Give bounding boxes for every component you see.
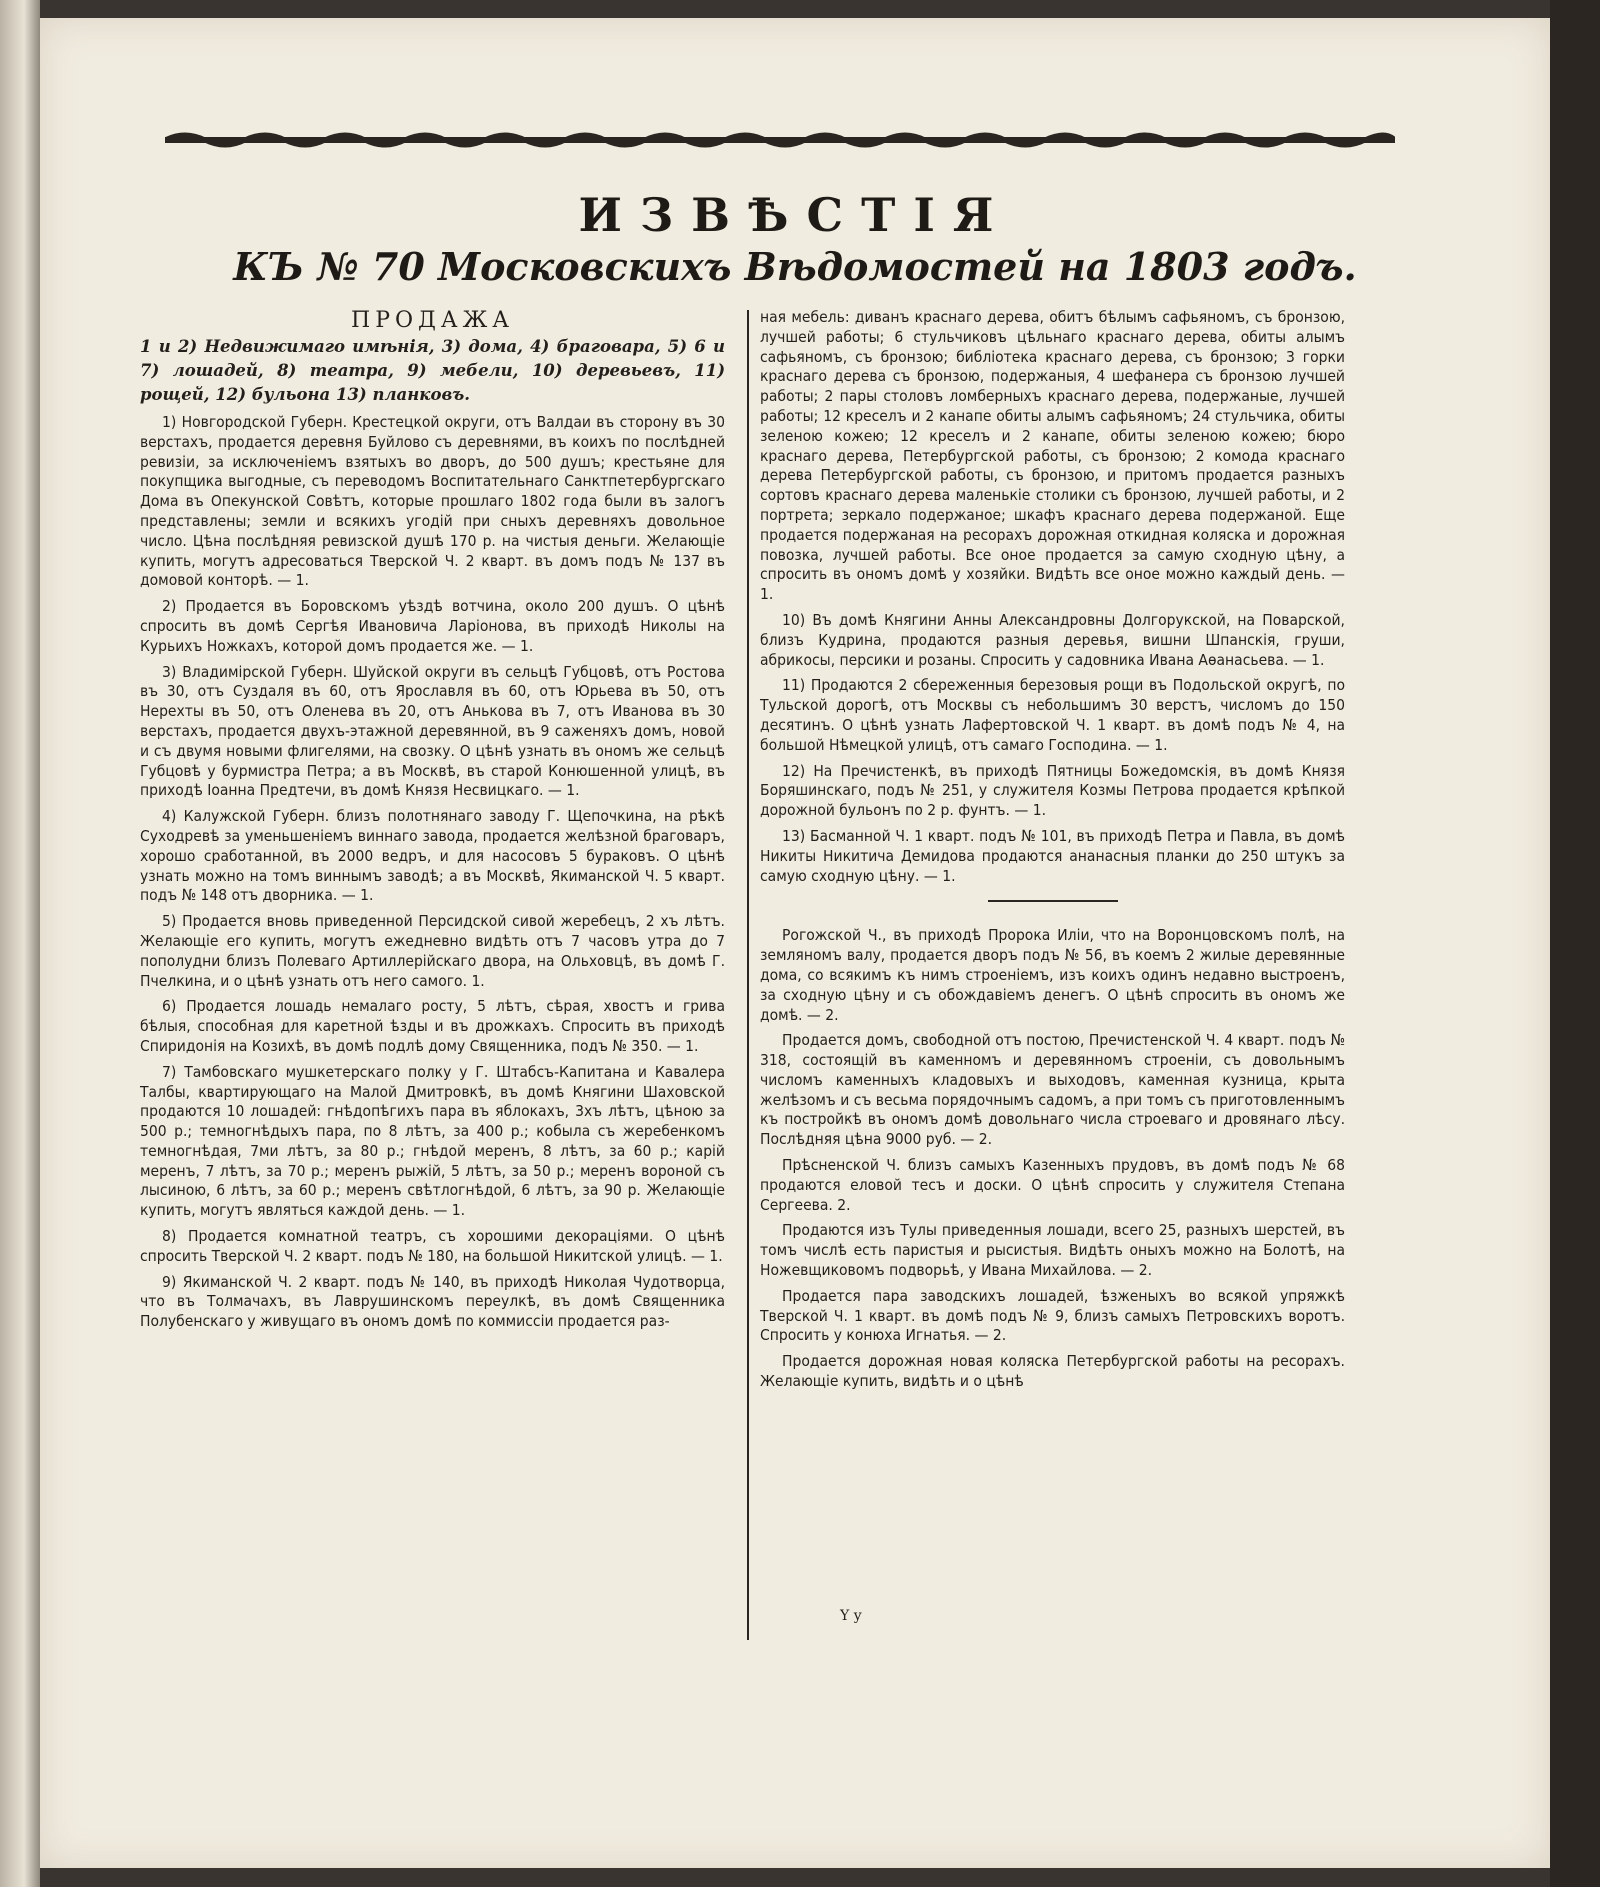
notice-paragraph: 4) Калужской Губерн. близъ полотнянаго заводу Г. Щепочкина, на рѣкѣ Суходревѣ за уменьшеніемъ виннаго завода, продается желѣзной браговаръ, хорошо сработанной, въ 2000 ведръ, и для насосовъ 5 бураковъ. О цѣнѣ узнать можно на томъ виннымъ заводѣ; а въ Москвѣ, Якиманской Ч. 5 кварт. подъ № 148 отъ дворника. — 1. [140,807,725,905]
section-rule [988,900,1118,902]
notice-paragraph: 12) На Пречистенкѣ, въ приходѣ Пятницы Божедомскія, въ домѣ Князя Боряшинскаго, подъ № 251, у служителя Козмы Петрова продается крѣпкой дорожной бульонъ по 2 р. фунтъ. — 1. [760,761,1345,820]
column-divider [747,310,749,1640]
notice-paragraph: 7) Тамбовскаго мушкетерскаго полку у Г. Штабсъ-Капитана и Кавалера Талбы, квартирующаго на Малой Дмитровкѣ, въ домѣ Княгини Шаховской продаются 10 лошадей: гнѣдопѣгихъ пара въ яблокахъ, 3хъ лѣтъ, цѣною за 500 р.; темногнѣдыхъ пара, по 8 лѣтъ, за 400 р.; кобыла съ жеребенкомъ темногнѣдая, 7ми лѣтъ, за 80 р.; гнѣдой меренъ, 8 лѣтъ, за 60 р.; карій меренъ, 7 лѣтъ, за 70 р.; меренъ рыжій, 5 лѣтъ, за 50 р.; меренъ вороной съ лысиною, 6 лѣтъ, за 60 р.; меренъ свѣтлогнѣдой, 6 лѣтъ, за 90 р. Желающіе купить, могутъ являться каждой день. — 1. [140,1062,725,1220]
background-edge [1550,0,1600,1887]
notice-paragraph: 1) Новгородской Губерн. Крестецкой округи, отъ Валдаи въ сторону въ 30 верстахъ, продается деревня Буйлово съ деревнями, въ коихъ по послѣдней ревизіи, за исключеніемъ взятыхъ во дворъ, до 500 душъ; крестьяне для покупщика выгодные, съ переводомъ Воспитательнаго Санктпетербургскаго Дома въ Опекунской Совѣтъ, которые прошлаго 1802 года были въ залогъ представлены; земли и всякихъ угодій при сныхъ деревняхъ довольное число. Цѣна послѣдняя ревизской душѣ 170 р. на чистыя деньги. Желающіе купить, могутъ адресоваться Тверской Ч. 2 кварт. въ домъ подъ № 137 въ домовой конторѣ. — 1. [140,413,725,590]
notice-paragraph: Продается домъ, свободной отъ постою, Пречистенской Ч. 4 кварт. подъ № 318, состоящій въ каменномъ и деревянномъ строеніи, съ довольнымъ числомъ каменныхъ кладовыхъ и выходовъ, каменная кузница, крыта желѣзомъ и съ весьма порядочнымъ садомъ, а при томъ съ приготовленнымъ къ постройкѣ въ ономъ домѣ довольнаго числа строеваго и дровянаго лѣсу. Послѣдняя цѣна 9000 руб. — 2. [760,1031,1345,1149]
page-subtitle: КЪ № 70 Московскихъ Вѣдомостей на 1803 годъ. [233,244,1357,289]
notice-paragraph: Продается дорожная новая коляска Петербургской работы на ресорахъ. Желающіе купить, видѣть и о цѣнѣ [760,1352,1345,1391]
newspaper-sheet [40,18,1550,1868]
notice-paragraph: 6) Продается лошадь немалаго росту, 5 лѣтъ, сѣрая, хвостъ и грива бѣлыя, способная для каретной ѣзды и въ дрожкахъ. Спросить въ приходѣ Спиридонія на Козихѣ, въ домѣ подлѣ дому Священника, подъ № 350. — 1. [140,997,725,1055]
notice-paragraph: 9) Якиманской Ч. 2 кварт. подъ № 140, въ приходѣ Николая Чудотворца, что въ Толмачахъ, въ Лаврушинскомъ переулкѣ, въ домѣ Священника Полубенскаго у живущаго въ ономъ домѣ по коммиссіи продается раз- [140,1272,725,1331]
notice-paragraph: Рогожской Ч., въ приходѣ Пророка Иліи, что на Воронцовскомъ полѣ, на земляномъ валу, продается дворъ подъ № 56, въ коемъ 2 жилые деревянные дома, со всякимъ къ нимъ строеніемъ, изъ коихъ одинъ недавно выстроенъ, за сходную цѣну и съ обождавіемъ денегъ. О цѣнѣ спросить въ ономъ же домѣ. — 2. [760,926,1345,1024]
section-intro: 1 и 2) Недвижимаго имѣнія, 3) дома, 4) браговара, 5) 6 и 7) лошадей, 8) театра, 9) мебели, 10) деревьевъ, 11) рощей, 12) бульона 13) планковъ. [140,337,725,404]
notice-paragraph: 10) Въ домѣ Княгини Анны Александровны Долгорукской, на Поварской, близъ Кудрина, продаются разныя деревья, вишни Шпанскія, груши, абрикосы, персики и розаны. Спросить у садовника Ивана Аѳанасьева. — 1. [760,610,1345,669]
header-ornament [165,128,1395,152]
notice-paragraph: Продаются изъ Тулы приведенныя лошади, всего 25, разныхъ шерстей, въ томъ числѣ есть паристыя и рысистыя. Видѣть оныхъ можно на Болотѣ, на Ножевщиковомъ подворьѣ, у Ивана Михайлова. — 2. [760,1221,1345,1280]
adjacent-page-edge [0,0,40,1887]
right-column [760,308,1345,1398]
notice-paragraph: 5) Продается вновь приведенной Персидской сивой жеребецъ, 2 хъ лѣтъ. Желающіе его купить, могутъ ежедневно видѣть отъ 7 часовъ утра до 7 пополудни близъ Полеваго Артиллерійскаго двора, на Ольховцѣ, въ домѣ Г. Пчелкина, и о цѣнѣ узнать отъ него самого. 1. [140,912,725,990]
notice-paragraph: Прѣсненской Ч. близъ самыхъ Казенныхъ прудовъ, въ домѣ подъ № 68 продаются еловой тесъ и доски. О цѣнѣ спросить у служителя Степана Сергеева. 2. [760,1156,1345,1214]
left-column [140,308,725,1338]
notice-paragraph: ная мебель: диванъ краснаго дерева, обитъ бѣлымъ сафьяномъ, съ бронзою, лучшей работы; 6 стульчиковъ цѣльнаго краснаго дерева, обиты алымъ сафьяномъ, съ бронзою; библіотека краснаго дерева, съ бронзою; 3 горки краснаго дерева съ бронзою, подержаныя, 4 шефанера съ бронзою лучшей работы; 2 пары столовъ ломберныхъ краснаго дерева, подержаные, лучшей работы; 12 креселъ и 2 канапе обиты алымъ сафьяномъ; 24 стульчика, обиты зеленою кожею; 12 креселъ и 2 канапе, обиты зеленою кожею; бюро краснаго дерева, Петербургской работы, съ бронзою; 2 комода краснаго дерева Петербургской работы, съ бронзою, и притомъ продается разныхъ сортовъ краснаго дерева маленькіе столики съ бронзою, лучшей работы, и 2 портрета; зеркало подержаное; шкафъ краснаго дерева подержаной. Еще продается подержаная на ресорахъ дорожная откидная коляска и дорожная повозка, лучшей работы. Все оное продается за самую сходную цѣну, а спросить въ ономъ домѣ у хозяйки. Видѣть все оное можно каждый день. — 1. [760,308,1345,604]
notice-paragraph: 8) Продается комнатной театръ, съ хорошими декораціями. О цѣнѣ спросить Тверской Ч. 2 кварт. подъ № 180, на большой Никитской улицѣ. — 1. [140,1227,725,1265]
signature-mark: Y y [840,1608,862,1624]
page-title: ИЗВѢСТІЯ [578,188,1012,242]
section-heading: ПРОДАЖА [351,308,514,333]
notice-paragraph: 13) Басманной Ч. 1 кварт. подъ № 101, въ приходѣ Петра и Павла, въ домѣ Никиты Никитича Демидова продаются ананасныя планки до 250 штукъ за самую сходную цѣну. — 1. [760,826,1345,885]
notice-paragraph: 11) Продаются 2 сбереженныя березовыя рощи въ Подольской округѣ, по Тульской дорогѣ, отъ Москвы съ небольшимъ 30 верстъ, числомъ до 150 десятинъ. О цѣнѣ узнать Лафертовской Ч. 1 кварт. въ домѣ подъ № 4, на большой Нѣмецкой улицѣ, отъ самаго Господина. — 1. [760,676,1345,754]
notice-paragraph: Продается пара заводскихъ лошадей, ѣзженыхъ во всякой упряжкѣ Тверской Ч. 1 кварт. въ домѣ подъ № 9, близъ самыхъ Петровскихъ воротъ. Спросить у конюха Игнатья. — 2. [760,1286,1345,1345]
notice-paragraph: 2) Продается въ Боровскомъ уѣздѣ вотчина, около 200 душъ. О цѣнѣ спросить въ домѣ Сергѣя Ивановича Ларіонова, въ приходѣ Николы на Курьихъ Ножкахъ, которой домъ продается же. — 1. [140,597,725,655]
notice-paragraph: 3) Владимірской Губерн. Шуйской округи въ сельцѣ Губцовѣ, отъ Ростова въ 30, отъ Суздаля въ 60, отъ Ярославля въ 60, отъ Юрьева въ 50, отъ Нерехты въ 50, отъ Оленева въ 20, отъ Анькова въ 7, отъ Иванова въ 30 верстахъ, продается двухъ-этажной деревянной, въ 9 саженяхъ домъ, новой и съ двумя новыми флигелями, на свозку. О цѣнѣ узнать въ ономъ же сельцѣ Губцовѣ у бурмистра Петра; а въ Москвѣ, въ старой Конюшенной улицѣ, въ приходѣ Іоанна Предтечи, въ домѣ Князя Несвицкаго. — 1. [140,662,725,800]
